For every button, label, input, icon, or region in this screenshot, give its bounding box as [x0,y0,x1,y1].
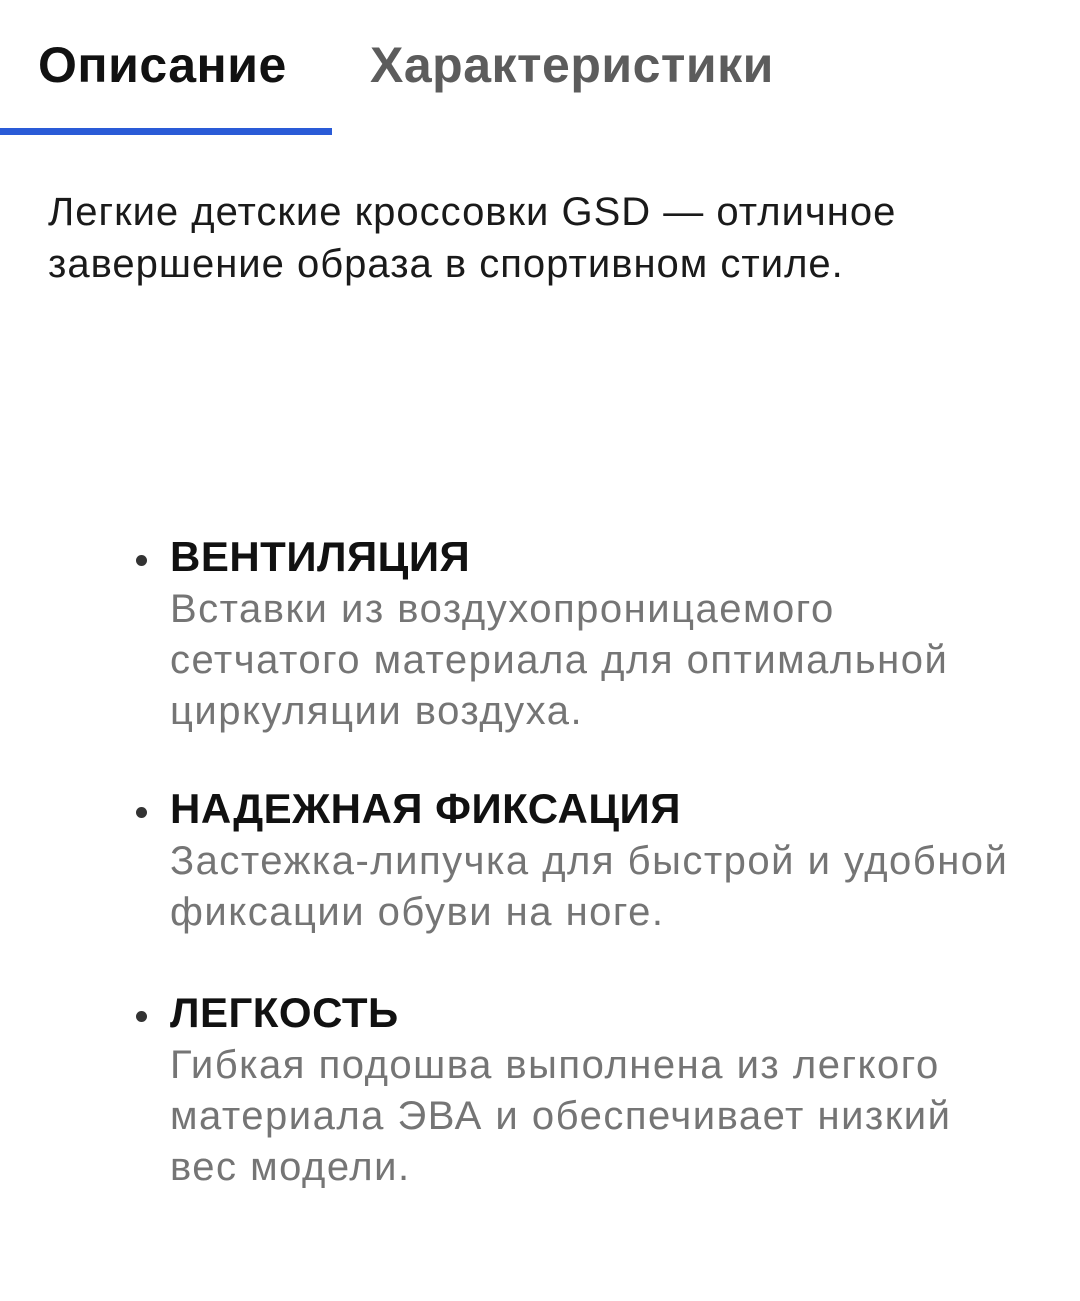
bullet-icon [136,1011,147,1022]
tab-specifications[interactable]: Характеристики [370,37,774,93]
tab-description[interactable]: Описание [38,37,287,93]
feature-item-ventilation [130,530,1030,737]
feature-text: Вставки из воздухопроницаемого сетчатого материала для оптимальной циркуляции воздуха. [170,587,949,733]
feature-text: Гибкая подошва выполнена из легкого материала ЭВА и обеспечивает низкий вес модели. [170,1043,952,1189]
bullet-icon [136,555,147,566]
tab-bar [0,0,1080,140]
feature-title: ВЕНТИЛЯЦИЯ [170,533,471,580]
feature-title: ЛЕГКОСТЬ [170,989,399,1036]
feature-item-fixation [130,782,1030,938]
bullet-icon [136,807,147,818]
feature-text: Застежка-липучка для быстрой и удобной фиксации обуви на ноге. [170,839,1009,934]
active-tab-indicator [0,128,332,135]
feature-title: НАДЕЖНАЯ ФИКСАЦИЯ [170,785,681,832]
product-description: Легкие детские кроссовки GSD — отличное завершение образа в спортивном стиле. [48,190,897,286]
feature-item-lightness [130,986,1030,1193]
